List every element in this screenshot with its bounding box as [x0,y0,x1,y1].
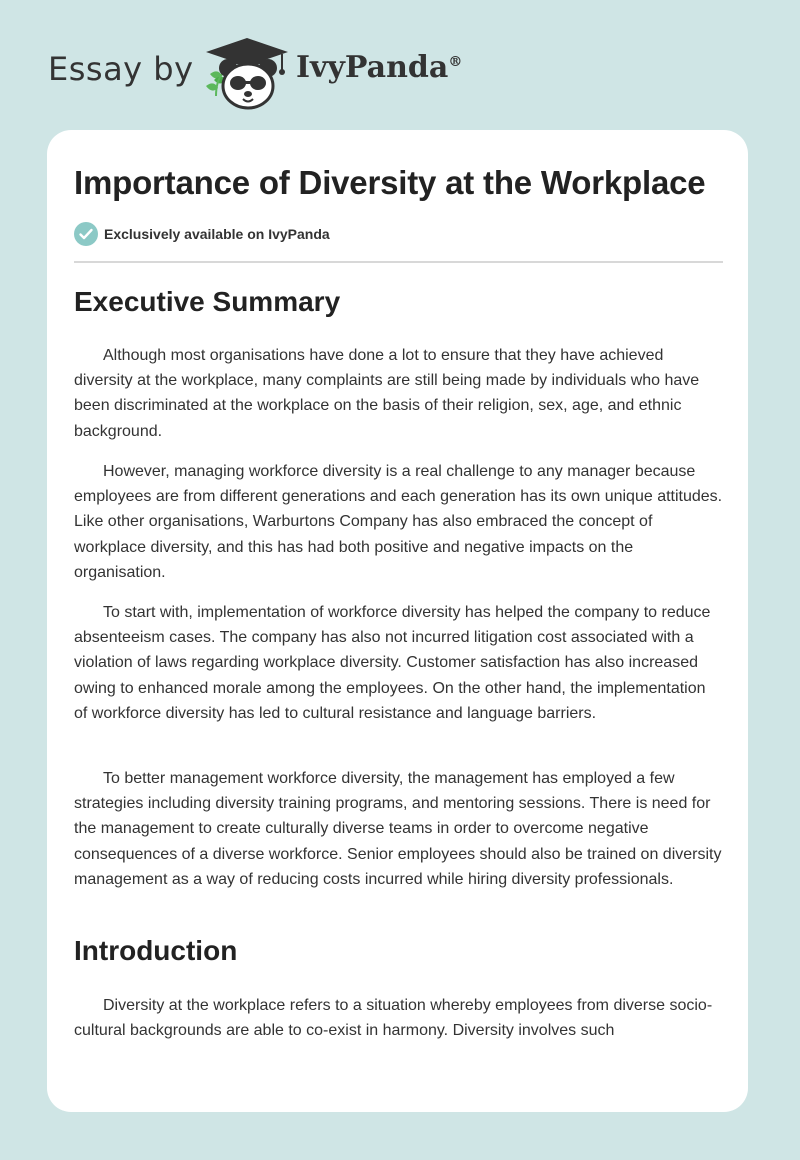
panda-logo-icon[interactable] [200,36,294,110]
essay-title: Importance of Diversity at the Workplace [74,164,706,201]
exclusive-badge [74,222,330,246]
brand-name[interactable]: IvyPanda® [296,50,463,85]
paragraph: However, managing workforce diversity is a real challenge to any manager because employees are from different generations and each generation has its own unique attitudes. Like other organisations, Warburtons Company has also embraced the concept of workplace diversity, and this has had both positive and negative impacts on the organisation. [74,463,723,581]
check-circle-icon [74,222,98,246]
section-heading: Executive Summary [74,286,341,317]
title-divider [74,261,723,263]
essay-by-label: Essay by [48,50,194,88]
site-header [0,0,800,130]
paragraph: Although most organisations have done a lot to ensure that they have achieved diversity at the workplace, many complaints are still being made by individuals who have been discriminated at the workplace on the basis of their religion, sex, age, and ethnic background. [74,347,700,440]
essay-card [47,130,748,1112]
paragraph: To start with, implementation of workforce diversity has helped the company to reduce absenteeism cases. The company has also not incurred litigation cost associated with a violation of laws regarding workplace diversity. Customer satisfaction has also increased owing to enhanced morale among the employees. On the other hand, the implementation of workforce diversity has led to cultural resistance and language barriers. [74,604,711,722]
exclusive-badge-text: Exclusively available on IvyPanda [104,226,330,242]
paragraph: Diversity at the workplace refers to a situation whereby employees from diverse socio-cultural backgrounds are able to co-exist in harmony. Diversity involves such [74,997,713,1040]
section-heading: Introduction [74,935,238,966]
registered-mark: ® [448,54,463,70]
paragraph: To better management workforce diversity, the management has employed a few strategies including diversity training programs, and mentoring sessions. There is need for the management to create culturally diverse teams in order to overcome negative consequences of a diverse workforce. Senior employees should also be trained on diversity management as a way of reducing costs incurred while hiring diversity professionals. [74,770,722,888]
